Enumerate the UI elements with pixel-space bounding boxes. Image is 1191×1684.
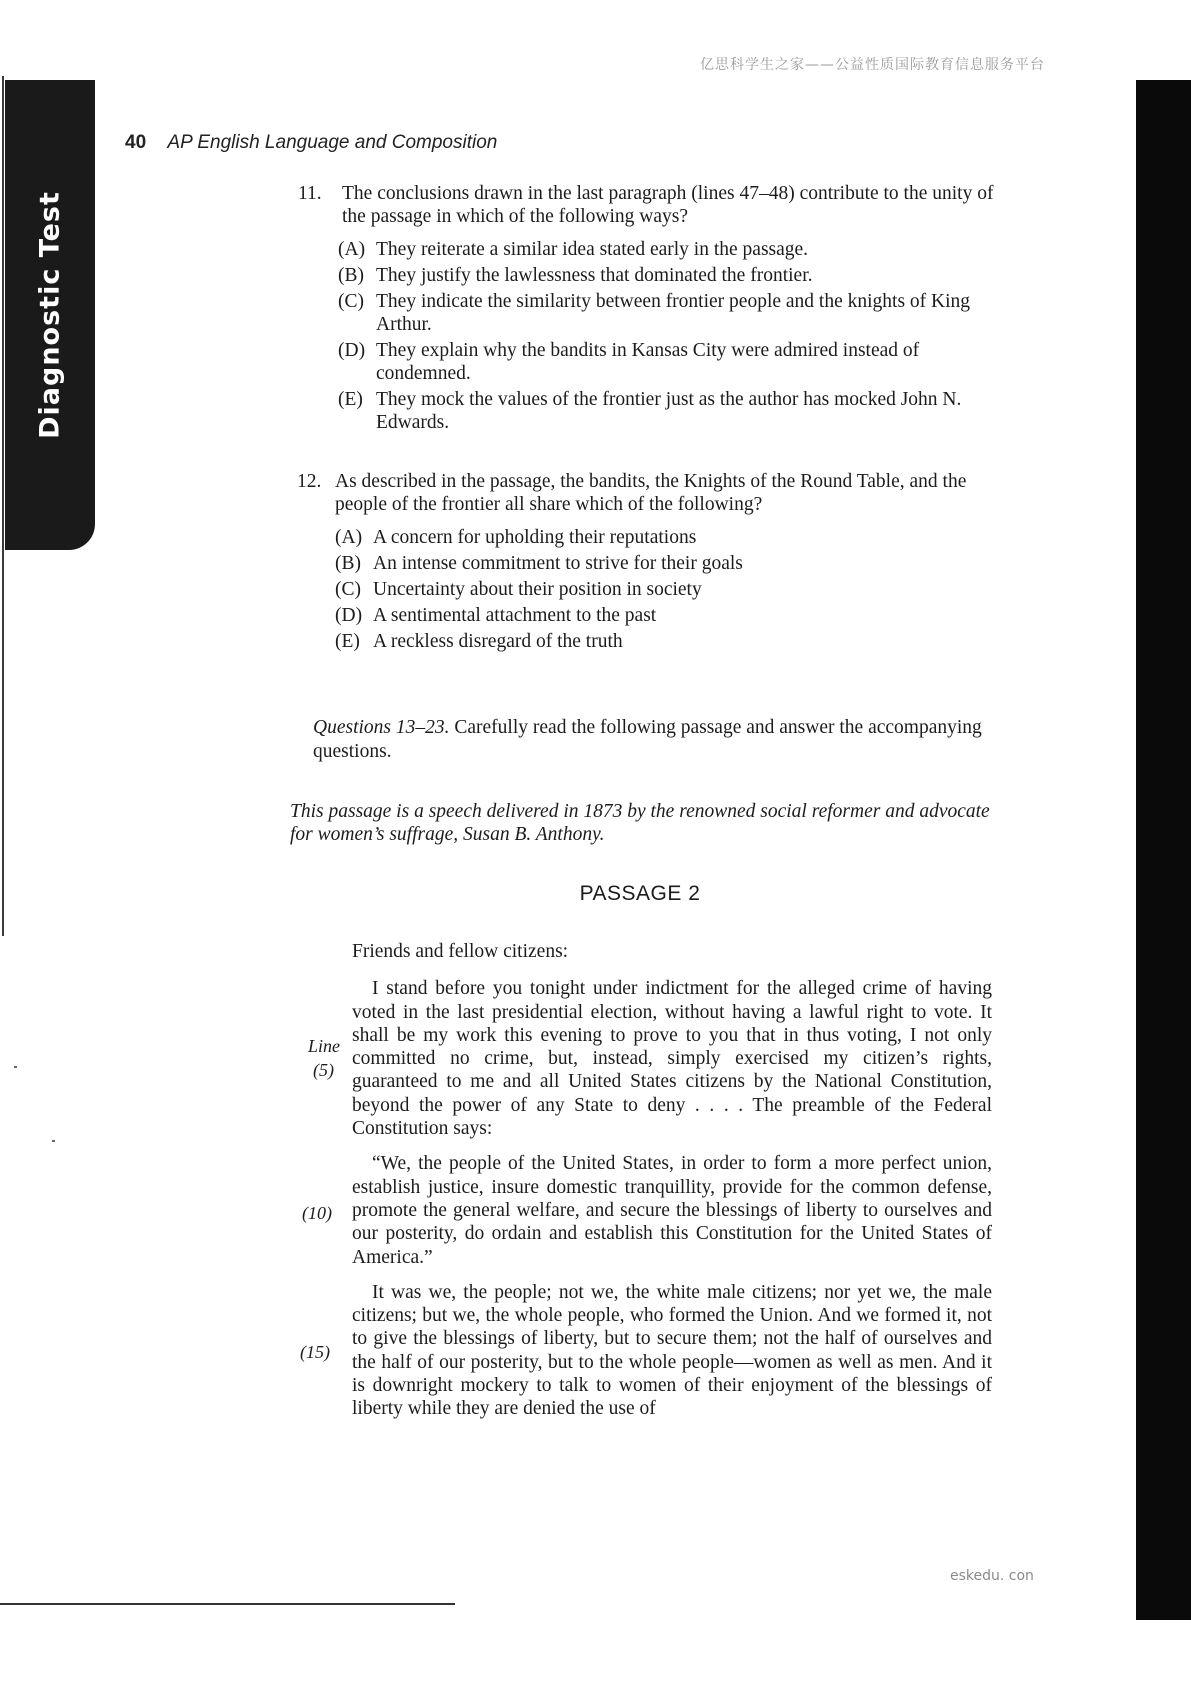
question-number: 12. (297, 471, 322, 492)
choice-text: A concern for upholding their reputations (373, 527, 697, 548)
passage-paragraph: It was we, the people; not we, the white male citizens; nor yet we, the male citizens; but we, the whole people, who formed the Union. And we formed it, not to give the blessings of liberty, but to secure them; not the half of ourselves and the half of our posterity, but to the whole people—women as well as men. And it is downright mockery to talk to women of their enjoyment of the blessings of liberty while they are denied the use of (352, 1281, 992, 1420)
line-label: Line (307, 1036, 340, 1056)
line-number-10: (10) (302, 1203, 332, 1223)
page-number: 40 (125, 132, 147, 153)
choice-letter: (C) (338, 291, 364, 312)
line-number-5: (5) (313, 1060, 334, 1080)
answer-choice-a[interactable] (338, 238, 998, 261)
answer-choice-d[interactable] (335, 604, 997, 627)
footer-watermark: eskedu. con (950, 1568, 1034, 1584)
scan-speck (14, 1066, 17, 1068)
choice-letter: (B) (338, 265, 364, 286)
question-stem: As described in the passage, the bandits, the Knights of the Round Table, and the people of the frontier all share which of the following? (335, 471, 967, 515)
choice-letter: (E) (335, 631, 360, 652)
choice-text: A sentimental attachment to the past (373, 605, 657, 626)
scan-speck (52, 1140, 55, 1142)
section-instructions (313, 716, 1003, 764)
choice-letter: (A) (335, 527, 363, 548)
answer-choice-c[interactable] (335, 578, 997, 601)
answer-choice-e[interactable] (338, 388, 998, 434)
answer-choices (338, 238, 998, 434)
choice-letter: (D) (335, 605, 363, 626)
scan-edge-left (2, 76, 4, 936)
question-11 (298, 182, 998, 437)
question-range: Questions 13–23. (313, 717, 450, 738)
question-12 (297, 470, 997, 656)
section-tab-label: Diagnostic Test (34, 191, 66, 439)
answer-choices (335, 526, 997, 653)
question-stem: The conclusions drawn in the last paragraph (lines 47–48) contribute to the unity of the passage in which of the following ways? (342, 183, 994, 227)
bottom-rule (0, 1603, 455, 1605)
choice-letter: (D) (338, 340, 366, 361)
answer-choice-b[interactable] (335, 552, 997, 575)
passage-title: PASSAGE 2 (579, 882, 701, 905)
choice-text: Uncertainty about their position in society (373, 579, 702, 600)
choice-text: They mock the values of the frontier just as the author has mocked John N. Edwards. (376, 389, 962, 433)
choice-text: They justify the lawlessness that dominated the frontier. (376, 265, 813, 286)
choice-letter: (E) (338, 389, 363, 410)
choice-letter: (B) (335, 553, 361, 574)
salutation: Friends and fellow citizens: (352, 941, 569, 962)
question-number: 11. (298, 183, 322, 204)
answer-choice-e[interactable] (335, 630, 997, 653)
choice-text: They indicate the similarity between frontier people and the knights of King Arthur. (376, 291, 971, 335)
scan-edge-right (1136, 80, 1191, 1620)
passage-body (352, 940, 992, 1433)
answer-choice-b[interactable] (338, 264, 998, 287)
instructions-text: Carefully read the following passage and answer the accompanying questions. (313, 717, 982, 762)
choice-text: They reiterate a similar idea stated early in the passage. (376, 239, 809, 260)
choice-letter: (C) (335, 579, 361, 600)
answer-choice-d[interactable] (338, 339, 998, 385)
answer-choice-c[interactable] (338, 290, 998, 336)
choice-text: They explain why the bandits in Kansas City were admired instead of condemned. (376, 340, 920, 384)
passage-paragraph: I stand before you tonight under indictment for the alleged crime of having voted in the last presidential election, without having a lawful right to vote. It shall be my work this evening to prove to you that in thus voting, I not only committed no crime, but, instead, simply exercised my citizen’s rights, guaranteed to me and all United States citizens by the National Constitution, beyond the power of any State to deny . . . . The preamble of the Federal Constitution says: (352, 978, 992, 1140)
passage-paragraph: “We, the people of the United States, in order to form a more perfect union, establish justice, insure domestic tranquillity, provide for the common defense, promote the general welfare, and secure the blessings of liberty to ourselves and our posterity, do ordain and establish this Constitution for the United States of America.” (352, 1153, 992, 1268)
answer-choice-a[interactable] (335, 526, 997, 549)
choice-text: An intense commitment to strive for their goals (373, 553, 743, 574)
page-header (125, 132, 497, 154)
choice-letter: (A) (338, 239, 366, 260)
passage-attribution: This passage is a speech delivered in 1873 by the renowned social reformer and advocate for women’s suffrage, Susan B. Anthony. (290, 801, 990, 845)
line-number-15: (15) (300, 1342, 330, 1362)
watermark: 亿思科学生之家——公益性质国际教育信息服务平台 (700, 57, 1045, 73)
book-title: AP English Language and Composition (167, 132, 498, 153)
choice-text: A reckless disregard of the truth (373, 631, 623, 652)
